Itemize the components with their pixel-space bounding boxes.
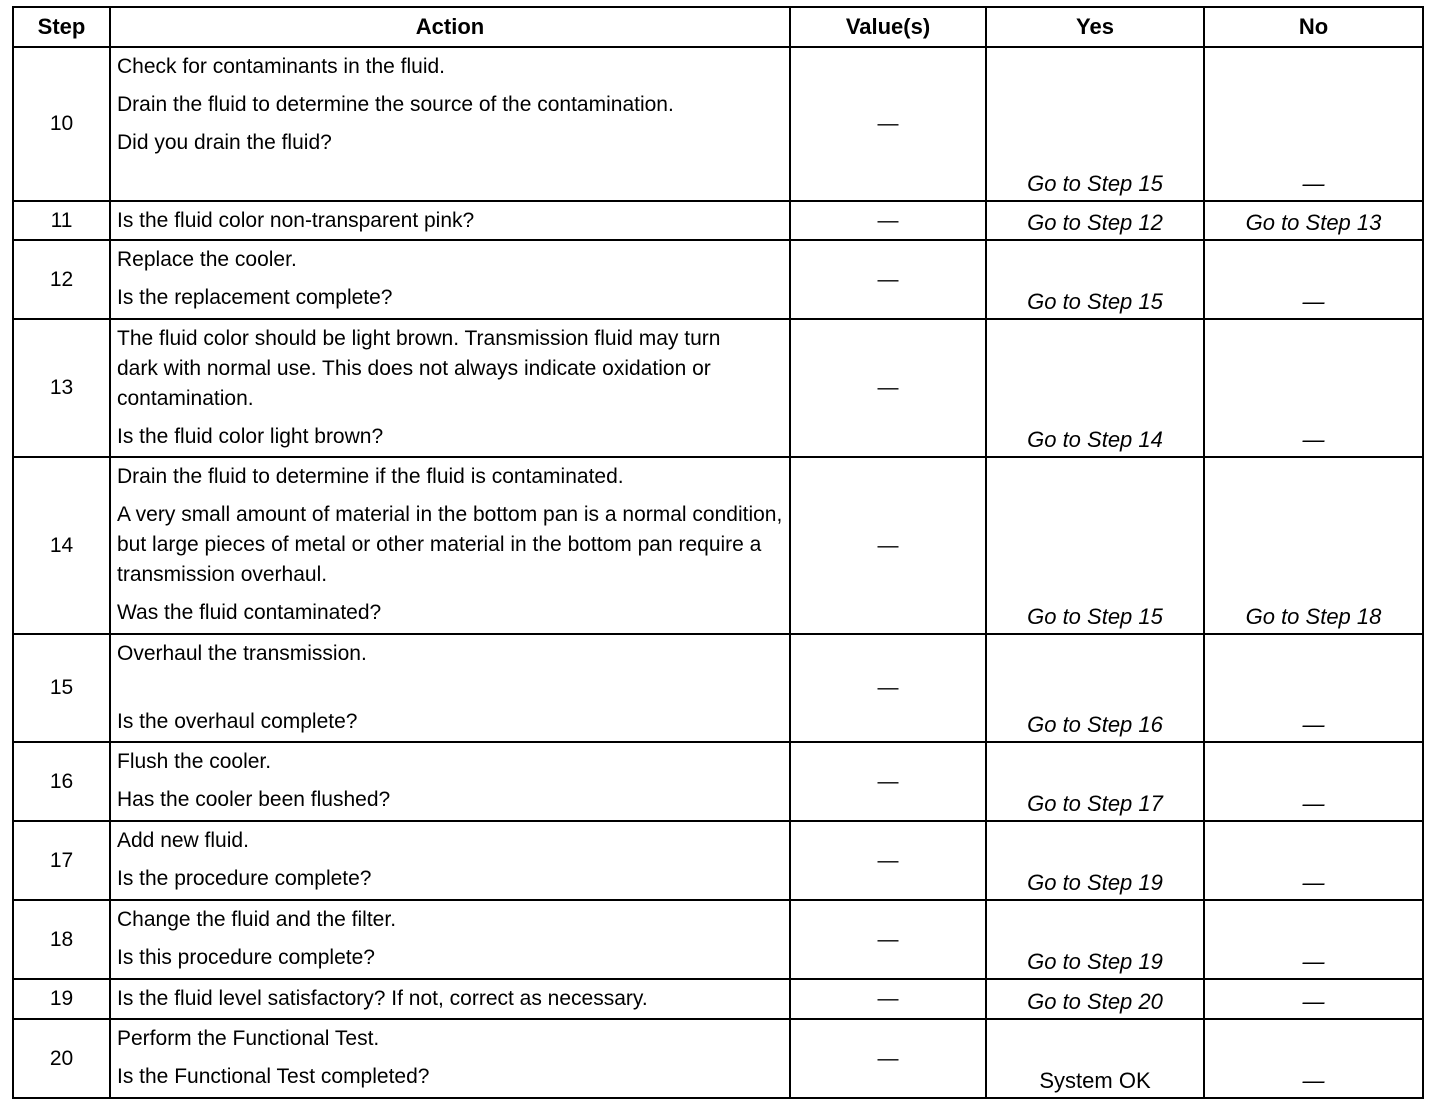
- action-cell: [110, 201, 790, 240]
- action-question: Is the Functional Test completed?: [117, 1065, 430, 1088]
- header-action: Action: [110, 7, 790, 47]
- action-cell: [110, 821, 790, 900]
- action-question: Is the fluid color non-transparent pink?: [117, 209, 475, 232]
- yes-link[interactable]: Go to Step 19: [986, 900, 1204, 979]
- step-number: 15: [13, 634, 110, 742]
- table-row: [13, 47, 1423, 201]
- action-text: Replace the cooler.: [117, 248, 297, 271]
- no-link[interactable]: Go to Step 18: [1204, 457, 1423, 634]
- action-cell: [110, 319, 790, 457]
- table-row: [13, 821, 1423, 900]
- yes-link[interactable]: Go to Step 15: [986, 240, 1204, 319]
- table-row: [13, 319, 1423, 457]
- action-cell: [110, 1019, 790, 1098]
- yes-link[interactable]: Go to Step 15: [986, 457, 1204, 634]
- action-cell: [110, 979, 790, 1019]
- values-cell: —: [790, 742, 986, 821]
- table-row: [13, 742, 1423, 821]
- action-question: Was the fluid contaminated?: [117, 601, 382, 624]
- action-cell: [110, 742, 790, 821]
- header-yes: Yes: [986, 7, 1204, 47]
- step-number: 20: [13, 1019, 110, 1098]
- yes-link[interactable]: Go to Step 17: [986, 742, 1204, 821]
- header-step: Step: [13, 7, 110, 47]
- table-row: [13, 240, 1423, 319]
- no-link[interactable]: Go to Step 13: [1204, 201, 1423, 240]
- step-number: 19: [13, 979, 110, 1019]
- no-cell: —: [1204, 240, 1423, 319]
- values-cell: —: [790, 1019, 986, 1098]
- table-row: [13, 201, 1423, 240]
- no-cell: —: [1204, 742, 1423, 821]
- no-cell: —: [1204, 979, 1423, 1019]
- yes-link[interactable]: Go to Step 16: [986, 634, 1204, 742]
- action-text: Overhaul the transmission.: [117, 642, 367, 665]
- no-cell: —: [1204, 634, 1423, 742]
- table-row: [13, 634, 1423, 742]
- action-question: Is the overhaul complete?: [117, 710, 358, 733]
- yes-link[interactable]: Go to Step 15: [986, 47, 1204, 201]
- step-number: 18: [13, 900, 110, 979]
- yes-link[interactable]: Go to Step 12: [986, 201, 1204, 240]
- header-no: No: [1204, 7, 1423, 47]
- values-cell: —: [790, 979, 986, 1019]
- action-text: Check for contaminants in the fluid.: [117, 55, 446, 78]
- values-cell: —: [790, 457, 986, 634]
- no-cell: —: [1204, 319, 1423, 457]
- action-question: Is the fluid color light brown?: [117, 425, 384, 448]
- diagnostic-table: [12, 6, 1424, 1099]
- action-text: The fluid color should be light brown. Transmission fluid may turn dark with normal use. This does not always indicate oxidation or contamination.: [117, 327, 721, 410]
- action-cell: [110, 47, 790, 201]
- action-question: Is this procedure complete?: [117, 946, 375, 969]
- step-number: 12: [13, 240, 110, 319]
- action-cell: [110, 457, 790, 634]
- step-number: 14: [13, 457, 110, 634]
- step-number: 11: [13, 201, 110, 240]
- yes-link[interactable]: Go to Step 19: [986, 821, 1204, 900]
- action-question: Did you drain the fluid?: [117, 131, 332, 154]
- header-row: [13, 7, 1423, 47]
- yes-link[interactable]: Go to Step 14: [986, 319, 1204, 457]
- action-text: Flush the cooler.: [117, 750, 272, 773]
- table-row: [13, 979, 1423, 1019]
- action-text: Change the fluid and the filter.: [117, 908, 397, 931]
- action-question: Is the procedure complete?: [117, 867, 372, 890]
- header-values: Value(s): [790, 7, 986, 47]
- values-cell: —: [790, 47, 986, 201]
- no-cell: —: [1204, 900, 1423, 979]
- action-cell: [110, 900, 790, 979]
- step-number: 13: [13, 319, 110, 457]
- values-cell: —: [790, 900, 986, 979]
- table-row: [13, 900, 1423, 979]
- action-text: A very small amount of material in the bottom pan is a normal condition, but large pieces of metal or other material in the bottom pan require a transmission overhaul.: [117, 503, 783, 586]
- table-row: [13, 457, 1423, 634]
- action-text: Drain the fluid to determine if the fluid is contaminated.: [117, 465, 624, 488]
- action-question: Is the replacement complete?: [117, 286, 393, 309]
- step-number: 17: [13, 821, 110, 900]
- action-question: Has the cooler been flushed?: [117, 788, 391, 811]
- action-text: Perform the Functional Test.: [117, 1027, 380, 1050]
- yes-link[interactable]: Go to Step 20: [986, 979, 1204, 1019]
- table-row: [13, 1019, 1423, 1098]
- action-text: Add new fluid.: [117, 829, 249, 852]
- values-cell: —: [790, 319, 986, 457]
- action-text: Drain the fluid to determine the source of the contamination.: [117, 93, 674, 116]
- action-cell: [110, 634, 790, 742]
- values-cell: —: [790, 634, 986, 742]
- no-cell: —: [1204, 47, 1423, 201]
- step-number: 16: [13, 742, 110, 821]
- yes-result: System OK: [986, 1019, 1204, 1098]
- no-cell: —: [1204, 1019, 1423, 1098]
- action-question: Is the fluid level satisfactory? If not, correct as necessary.: [117, 987, 648, 1010]
- values-cell: —: [790, 201, 986, 240]
- action-cell: [110, 240, 790, 319]
- step-number: 10: [13, 47, 110, 201]
- no-cell: —: [1204, 821, 1423, 900]
- values-cell: —: [790, 240, 986, 319]
- values-cell: —: [790, 821, 986, 900]
